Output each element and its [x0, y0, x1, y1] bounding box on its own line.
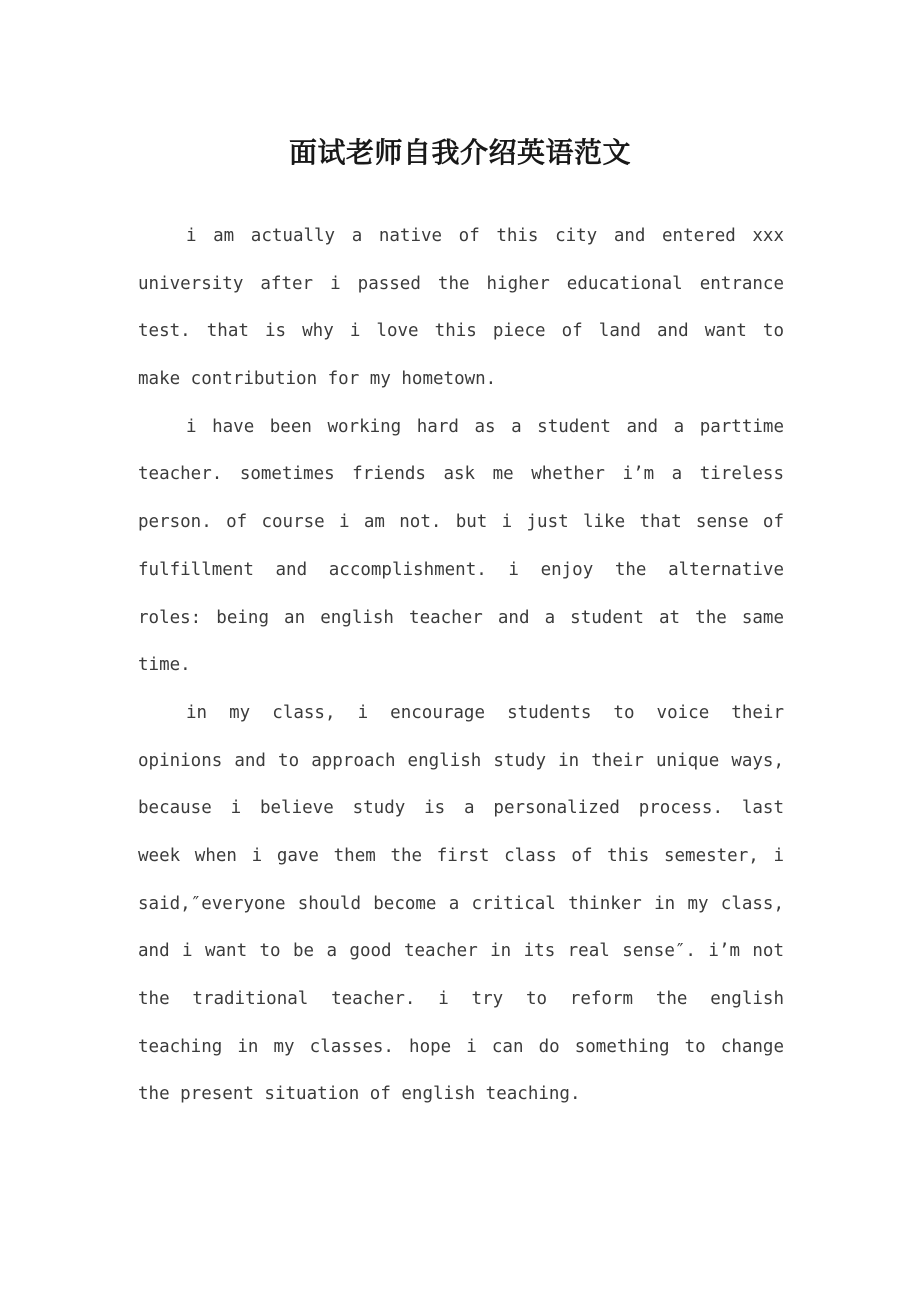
- text-line: test. that is why i love this piece of land and want to: [138, 321, 784, 342]
- text-line: i am actually a native of this city and entered xxx: [186, 226, 784, 246]
- paragraph: [138, 690, 784, 1119]
- text-line: in my class, i encourage students to voice their: [186, 702, 784, 723]
- text-line: make contribution for my hometown.: [138, 369, 497, 390]
- text-line: teacher. sometimes friends ask me whether i’m a tireless: [138, 464, 784, 485]
- text-line: week when i gave them the first class of this semester, i: [138, 845, 784, 866]
- text-line: said,″everyone should become a critical thinker in my class,: [138, 893, 784, 914]
- text-line: teaching in my classes. hope i can do something to change: [138, 1036, 784, 1057]
- text-line: roles: being an english teacher and a student at the same: [138, 607, 784, 628]
- text-line: and i want to be a good teacher in its real sense″. i’m not: [138, 941, 784, 962]
- text-line: the present situation of english teaching.: [138, 1084, 581, 1105]
- text-line: time.: [138, 655, 191, 676]
- text-line: the traditional teacher. i try to reform the english: [138, 989, 784, 1009]
- text-line: university after i passed the higher educational entrance: [138, 273, 784, 294]
- document-body: [138, 213, 784, 1119]
- text-line: fulfillment and accomplishment. i enjoy the alternative: [138, 559, 784, 580]
- text-line: i have been working hard as a student and a parttime: [186, 416, 784, 437]
- text-line: because i believe study is a personalized process. last: [138, 798, 784, 819]
- document-title: 面试老师自我介绍英语范文: [288, 135, 631, 169]
- text-line: person. of course i am not. but i just like that sense of: [138, 512, 784, 533]
- paragraph: [138, 213, 784, 404]
- text-line: opinions and to approach english study in their unique ways,: [138, 750, 784, 771]
- paragraph: [138, 404, 784, 690]
